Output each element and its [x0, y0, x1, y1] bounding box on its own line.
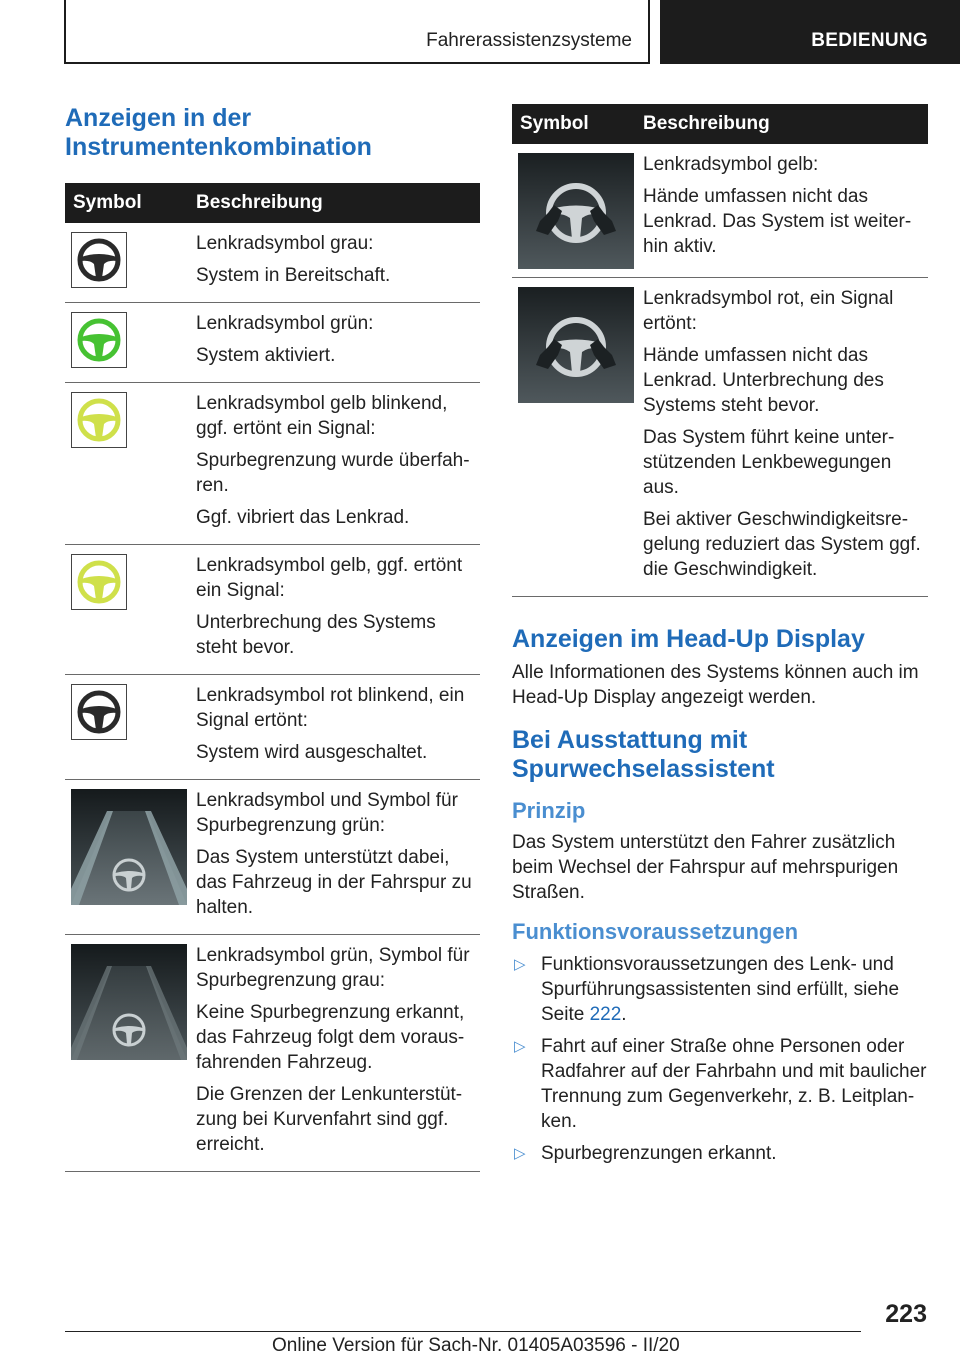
lane-display-green-icon: [71, 789, 187, 905]
row-text: Lenkradsymbol und Symbol für Spurbegrenzung grün:: [196, 790, 458, 836]
row-text: Lenkradsymbol rot, ein Signal ertönt:: [643, 288, 894, 334]
steering-wheel-red-icon: [71, 684, 127, 740]
hud-paragraph: Alle Informationen des Systems können auch im Head-Up Display angezeigt werden.: [512, 662, 919, 708]
row-text: Lenkradsymbol gelb blinkend, ggf. ertönt ein Signal:: [196, 393, 448, 439]
row-text: Bei aktiver Geschwindigkeitsre-gelung reduziert das System ggf. die Geschwindigkeit.: [643, 509, 921, 580]
row-text: Lenkradsymbol grün:: [196, 313, 374, 334]
table-row: [65, 675, 480, 780]
header-chapter-title: BEDIENUNG: [811, 30, 928, 51]
bullet-text: Fahrt auf einer Straße ohne Personen oder Radfahrer auf der Fahrbahn und mit baulicher Trennung zum Gegenverkehr, z. B. Leitplan-ken.: [541, 1036, 927, 1132]
row-text: System in Bereitschaft.: [196, 265, 391, 286]
row-text: Spurbegrenzung wurde überfah-ren.: [196, 450, 470, 496]
table-header-symbol: Symbol: [512, 104, 635, 144]
row-text: Die Grenzen der Lenkunterstüt-zung bei Kurvenfahrt sind ggf. erreicht.: [196, 1084, 463, 1155]
table-header-description: Beschreibung: [635, 104, 928, 144]
heading-principle: Prinzip: [512, 798, 586, 823]
page-link[interactable]: 222: [589, 1004, 622, 1025]
row-text: Unterbrechung des Systems steht bevor.: [196, 612, 436, 658]
row-text: Das System unterstützt dabei, das Fahrzeug in der Fahrspur zu halten.: [196, 847, 472, 918]
steering-wheel-green-icon: [71, 312, 127, 368]
hands-on-wheel-yellow-icon: [518, 153, 634, 269]
footer-divider: [65, 1331, 861, 1332]
bullet-text: Funktionsvoraussetzungen des Lenk- und Spurführungsassistenten sind erfüllt, siehe Seite: [541, 954, 900, 1025]
row-text: Lenkradsymbol gelb:: [643, 154, 819, 175]
principle-paragraph: Das System unterstützt den Fahrer zusätzlich beim Wechsel der Fahrspur auf mehrspurigen Straßen.: [512, 832, 899, 903]
lane-display-grey-icon: [71, 944, 187, 1060]
header-section-box: [64, 0, 650, 64]
steering-wheel-grey-icon: [71, 232, 127, 288]
triangle-bullet-icon: ▷: [514, 1145, 526, 1162]
heading-lane-change-assistant: Bei Ausstattung mit Spurwechselassistent: [512, 726, 775, 783]
steering-wheel-yellow-icon: [71, 392, 127, 448]
table-row: [512, 144, 928, 278]
table-row: [65, 780, 480, 935]
steering-wheel-yellow-icon: [71, 554, 127, 610]
row-text: System aktiviert.: [196, 345, 336, 366]
requirements-list: [512, 952, 928, 1166]
row-text: Ggf. vibriert das Lenkrad.: [196, 507, 410, 528]
table-row: [65, 935, 480, 1172]
row-text: System wird ausgeschaltet.: [196, 742, 428, 763]
triangle-bullet-icon: ▷: [514, 956, 526, 973]
bullet-text-end: .: [621, 1004, 627, 1025]
row-text: Lenkradsymbol gelb, ggf. ertönt ein Signal:: [196, 555, 463, 601]
section-heading-instrument-cluster: Anzeigen in der Instrumentenkombination: [65, 104, 372, 161]
left-column: [65, 104, 480, 1172]
footer-online-version: Online Version für Sach-Nr. 01405A03596 - II/20: [272, 1335, 680, 1356]
list-item: [512, 1141, 928, 1166]
table-row: [512, 278, 928, 597]
row-text: Keine Spurbegrenzung erkannt, das Fahrzeug folgt dem voraus-fahrenden Fahrzeug.: [196, 1002, 465, 1073]
list-item: [512, 952, 928, 1027]
header-section-title: Fahrerassistenzsysteme: [426, 30, 632, 51]
row-text: Lenkradsymbol grau:: [196, 233, 374, 254]
table-header-description: Beschreibung: [188, 183, 480, 223]
row-text: Lenkradsymbol rot blinkend, ein Signal ertönt:: [196, 685, 465, 731]
header-chapter-box: [660, 0, 960, 64]
heading-requirements: Funktionsvoraussetzungen: [512, 919, 799, 944]
hands-on-wheel-red-icon: [518, 287, 634, 403]
triangle-bullet-icon: ▷: [514, 1038, 526, 1055]
row-text: Hände umfassen nicht das Lenkrad. Das System ist weiter-hin aktiv.: [643, 186, 912, 257]
table-row: [65, 545, 480, 675]
table-row: [65, 223, 480, 303]
list-item: [512, 1034, 928, 1134]
bullet-text: Spurbegrenzungen erkannt.: [541, 1143, 777, 1164]
page-number: 223: [885, 1300, 927, 1328]
heading-head-up-display: Anzeigen im Head-Up Display: [512, 625, 865, 653]
table-header-symbol: Symbol: [65, 183, 188, 223]
table-row: [65, 383, 480, 545]
symbol-table-right: [512, 104, 928, 597]
symbol-table-left: [65, 183, 480, 1172]
right-column: [512, 104, 928, 1173]
row-text: Das System führt keine unter-stützenden Lenkbewegungen aus.: [643, 427, 895, 498]
row-text: Hände umfassen nicht das Lenkrad. Unterbrechung des Systems steht bevor.: [643, 345, 884, 416]
row-text: Lenkradsymbol grün, Symbol für Spurbegrenzung grau:: [196, 945, 470, 991]
table-row: [65, 303, 480, 383]
